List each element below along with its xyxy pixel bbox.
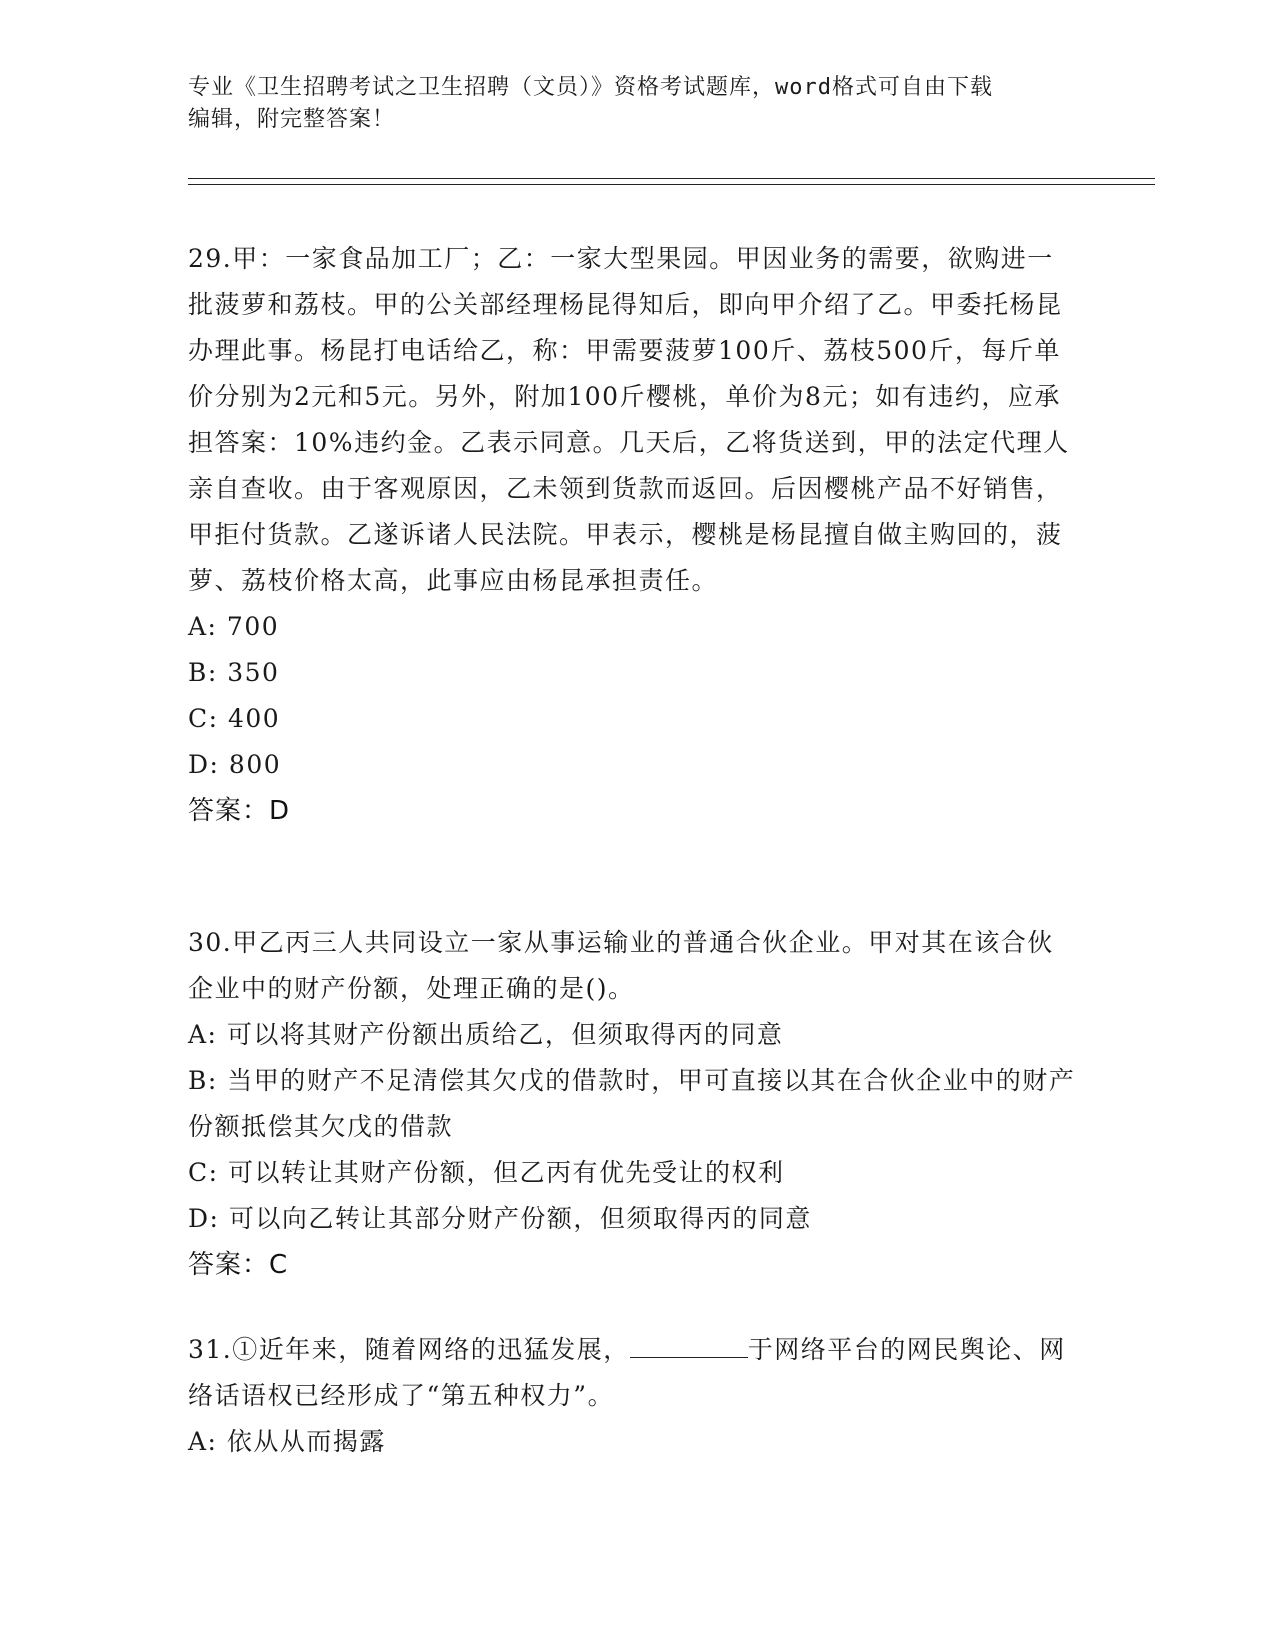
question-29 [188, 236, 1078, 834]
question-30-option-c: C: 可以转让其财产份额，但乙丙有优先受让的权利 [188, 1158, 785, 1187]
header-line-1: 专业《卫生招聘考试之卫生招聘（文员）》资格考试题库，word格式可自由下载 [188, 75, 993, 100]
document-header [188, 72, 1088, 136]
question-31-stem-after: 于网络平台的网民舆论、网络话语权已经形成了“第五种权力”。 [188, 1335, 1066, 1410]
question-31-option-a: A: 依从从而揭露 [188, 1427, 386, 1456]
header-line-2: 编辑，附完整答案！ [188, 107, 396, 132]
fill-in-blank [630, 1335, 748, 1358]
question-29-option-a: A: 700 [188, 612, 280, 641]
question-31 [188, 1327, 1078, 1465]
question-30-answer: 答案：C [188, 1250, 289, 1280]
question-29-stem: 29.甲：一家食品加工厂；乙：一家大型果园。甲因业务的需要，欲购进一批菠萝和荔枝。甲的公关部经理杨昆得知后，即向甲介绍了乙。甲委托杨昆办理此事。杨昆打电话给乙，称：甲需要菠萝100斤、荔枝500斤，每斤单价分别为2元和5元。另外，附加100斤樱桃，单价为8元；如有违约，应承担答案：10%违约金。乙表示同意。几天后，乙将货送到，甲的法定代理人亲自查收。由于客观原因，乙未领到货款而返回。后因樱桃产品不好销售，甲拒付货款。乙遂诉诸人民法院。甲表示，樱桃是杨昆擅自做主购回的，菠萝、荔枝价格太高，此事应由杨昆承担责任。 [188, 244, 1070, 595]
question-29-option-b: B: 350 [188, 658, 280, 687]
header-divider [188, 178, 1155, 185]
question-30-option-a: A: 可以将其财产份额出质给乙，但须取得丙的同意 [188, 1020, 784, 1049]
question-31-stem [188, 1327, 1078, 1419]
question-30-stem: 30.甲乙丙三人共同设立一家从事运输业的普通合伙企业。甲对其在该合伙企业中的财产份额，处理正确的是()。 [188, 928, 1054, 1003]
question-30 [188, 920, 1078, 1288]
question-30-option-d: D: 可以向乙转让其部分财产份额，但须取得丙的同意 [188, 1204, 812, 1233]
question-29-option-d: D: 800 [188, 750, 282, 779]
question-29-option-c: C: 400 [188, 704, 281, 733]
question-29-answer: 答案：D [188, 796, 291, 826]
question-31-stem-before: 31.①近年来，随着网络的迅猛发展， [188, 1335, 630, 1364]
question-30-option-b: B: 当甲的财产不足清偿其欠戊的借款时，甲可直接以其在合伙企业中的财产份额抵偿其欠戊的借款 [188, 1066, 1076, 1141]
